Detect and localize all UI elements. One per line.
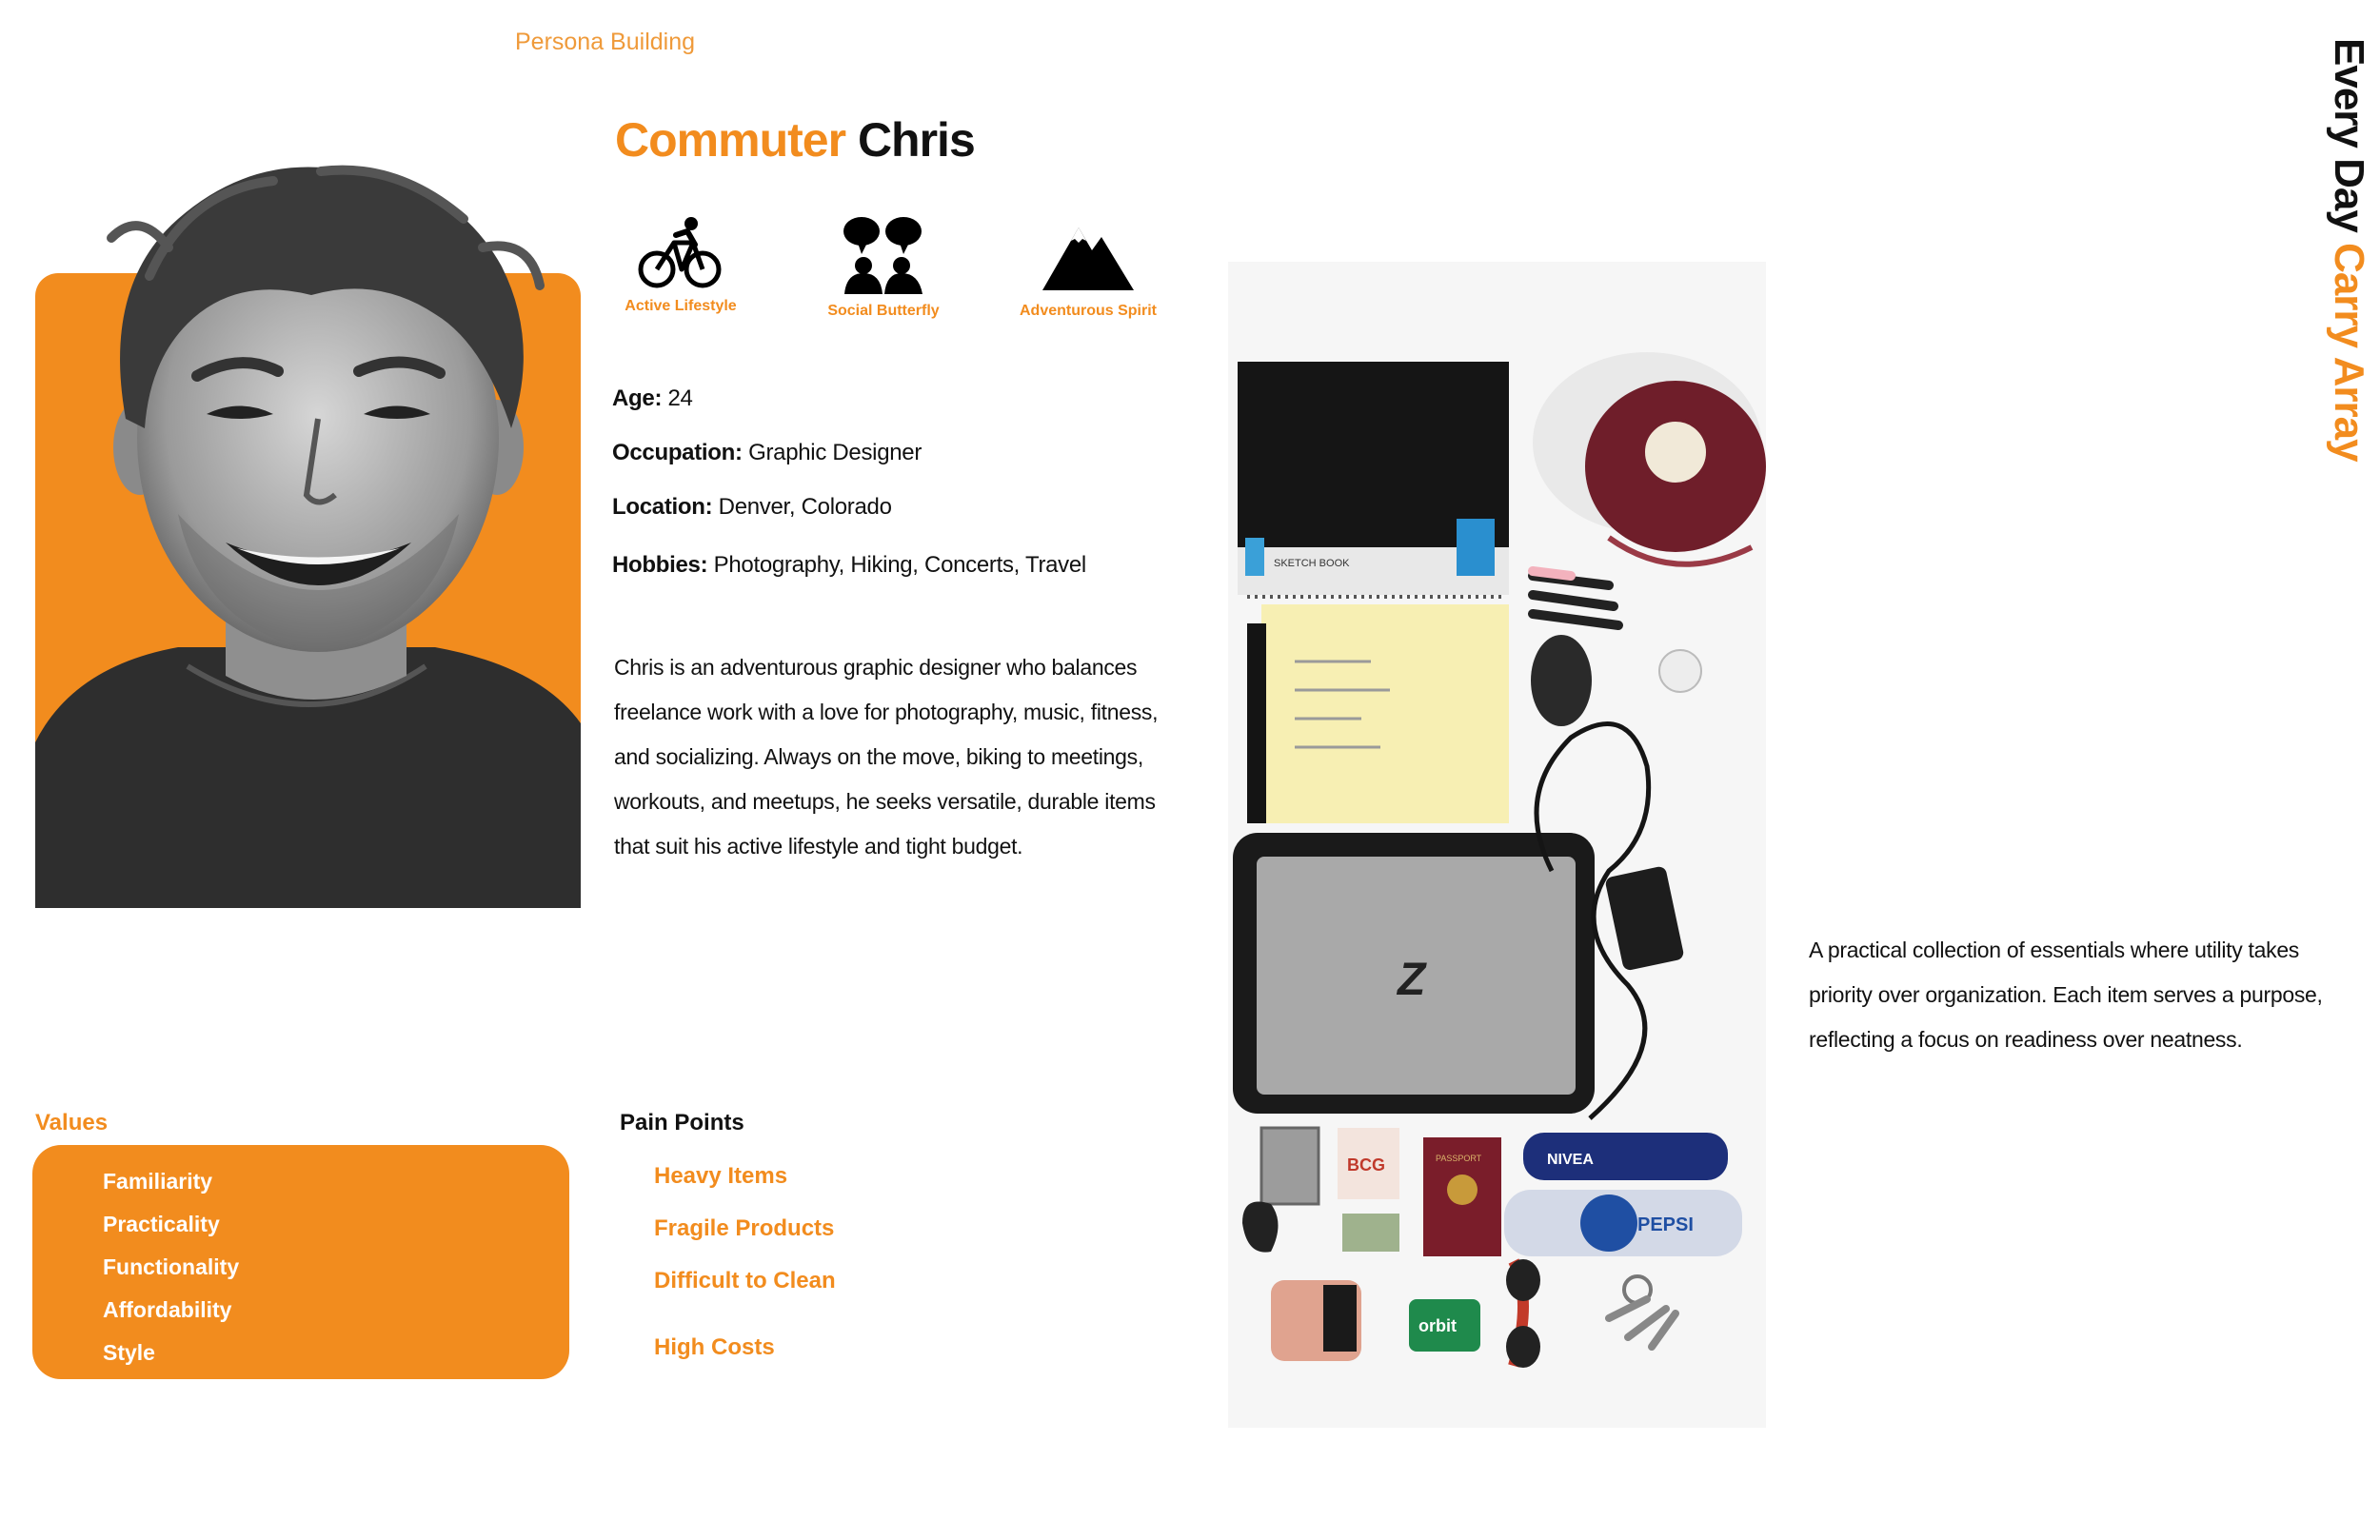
notebook-label: SKETCH BOOK	[1274, 558, 1350, 569]
persona-bio: Chris is an adventurous graphic designer who balances freelance work with a love for photography, music, fitness, and socializing. Always on the move, biking to meetings, workouts, and meetups, he seeks versatile, durable items that suit his active lifestyle and tight budget.	[614, 655, 1159, 859]
trait-label: Adventurous Spirit	[1019, 303, 1157, 319]
edc-description: A practical collection of essentials where utility takes priority over organization. Each item serves a purpose, reflecting a focus on readiness over neatness.	[1809, 938, 2323, 1052]
laptop-item	[1233, 833, 1595, 1114]
persona-portrait	[35, 133, 581, 908]
sketchbook-item	[1238, 362, 1509, 597]
mountain-icon	[1041, 214, 1136, 295]
fact-location-value: Denver, Colorado	[712, 494, 892, 520]
pain-point-item: Fragile Products	[654, 1215, 835, 1241]
persona-title-last: Chris	[857, 113, 975, 167]
value-item: Practicality	[103, 1212, 220, 1236]
trait-social-butterfly	[779, 214, 988, 320]
trait-label: Active Lifestyle	[625, 298, 737, 314]
passport-item	[1423, 1137, 1501, 1256]
playing-cards-item	[1338, 1128, 1399, 1199]
gum-item	[1409, 1299, 1480, 1352]
card-text: BCG	[1347, 1155, 1385, 1175]
value-item: Familiarity	[103, 1169, 213, 1194]
fact-occupation-label: Occupation:	[612, 440, 743, 465]
gum-label: orbit	[1418, 1316, 1457, 1335]
legal-pad-item	[1247, 604, 1509, 823]
fact-occupation-value: Graphic Designer	[742, 440, 922, 465]
everyday-carry-photo	[1228, 262, 1766, 1428]
edc-title	[2296, 38, 2372, 495]
edc-title-dark: Every Day	[2326, 38, 2372, 244]
value-item: Functionality	[103, 1254, 240, 1279]
fact-location-label: Location:	[612, 494, 713, 520]
pain-point-item: Heavy Items	[654, 1163, 788, 1189]
phone-item	[1271, 1280, 1361, 1361]
values-heading: Values	[35, 1110, 109, 1135]
persona-title-first: Commuter	[615, 113, 846, 167]
value-item: Affordability	[103, 1297, 232, 1322]
fact-age-label: Age:	[612, 385, 663, 411]
bottle-label: PEPSI	[1637, 1214, 1694, 1235]
fact-hobbies	[612, 552, 1086, 579]
trait-active-lifestyle	[576, 214, 785, 315]
section-label: Persona Building	[515, 29, 696, 55]
persona-title	[615, 112, 975, 168]
cyclist-icon	[638, 214, 724, 290]
passport-label: PASSPORT	[1436, 1154, 1482, 1163]
laptop-logo: Z	[1398, 955, 1426, 1005]
trait-adventurous-spirit	[983, 214, 1193, 320]
fact-age	[612, 385, 693, 412]
pain-point-item: High Costs	[654, 1334, 775, 1360]
fact-hobbies-value: Photography, Hiking, Concerts, Travel	[707, 552, 1086, 578]
soda-bottle-item	[1504, 1190, 1742, 1256]
edc-title-orange: Carry Array	[2326, 243, 2372, 462]
can-label: NIVEA	[1547, 1152, 1594, 1168]
fact-hobbies-label: Hobbies:	[612, 552, 708, 578]
fact-age-value: 24	[662, 385, 693, 411]
fact-location	[612, 494, 892, 521]
pain-point-item: Difficult to Clean	[654, 1268, 836, 1293]
pain-points-heading: Pain Points	[620, 1110, 744, 1135]
chat-people-icon	[841, 214, 926, 295]
value-item: Style	[103, 1340, 155, 1365]
trait-label: Social Butterfly	[827, 303, 940, 319]
spray-can-item	[1523, 1133, 1728, 1180]
fact-occupation	[612, 440, 922, 466]
